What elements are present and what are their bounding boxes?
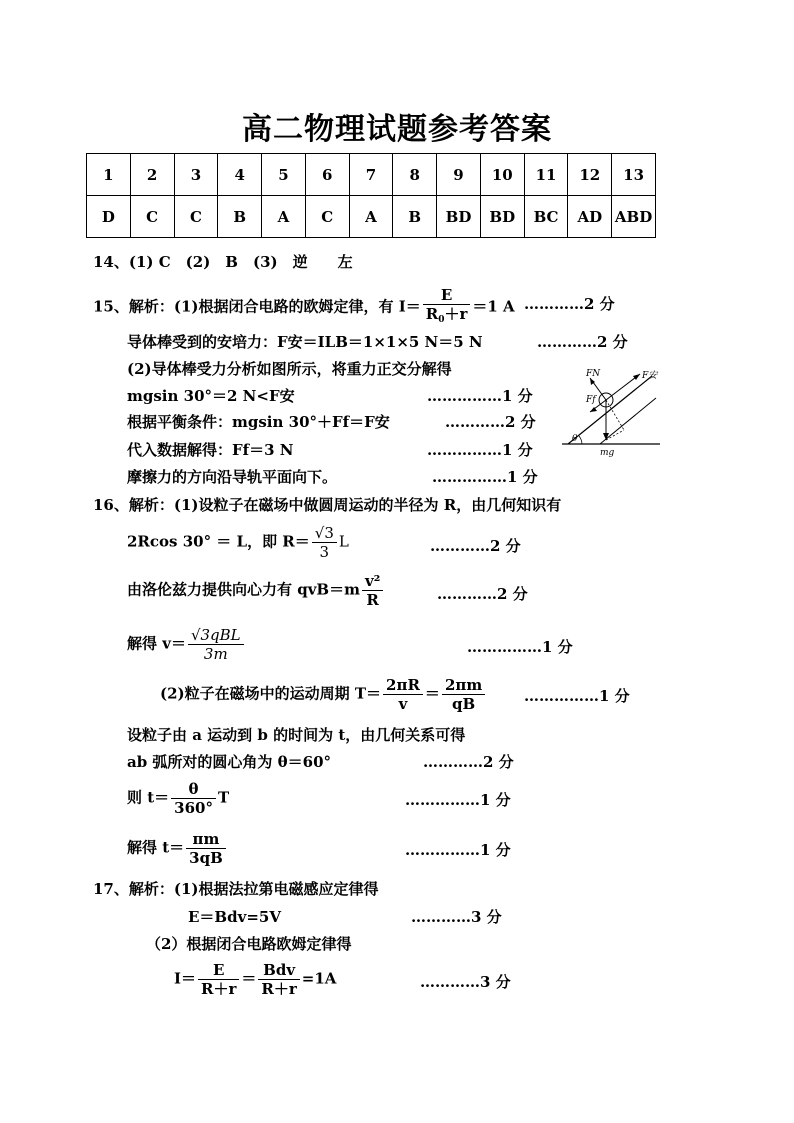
q17-line-1: 17、解析：(1)根据法拉第电磁感应定律得 (93, 880, 379, 898)
denominator: R＋r (261, 980, 297, 998)
score: …………2 分 (524, 295, 615, 313)
question-number-cell: 4 (218, 154, 262, 196)
q15-line-2: 导体棒受到的安培力：F安＝ILB＝1×1×5 N＝5 N (127, 333, 483, 351)
answer-cell: A (349, 196, 393, 238)
den-rest: ＋r (444, 305, 468, 323)
q16-l3-prefix: 由洛伦兹力提供向心力有 qvB＝m (127, 580, 360, 599)
answer-cell: BD (437, 196, 481, 238)
fraction (442, 676, 485, 713)
q16-line-2 (127, 524, 349, 561)
question-number-cell: 9 (437, 154, 481, 196)
answer-cell: B (218, 196, 262, 238)
score: …………2 分 (437, 585, 528, 603)
numerator: √3 (312, 524, 337, 543)
q16-line-4 (127, 626, 246, 663)
equals-sign: ＝ (424, 684, 440, 703)
denominator: 3qB (189, 849, 223, 867)
q16-l8-prefix: 则 t＝ (127, 788, 170, 807)
answer-cell: C (174, 196, 218, 238)
q16-line-8 (127, 780, 229, 817)
score: …………2 分 (445, 413, 536, 431)
mg-label: mg (600, 448, 615, 458)
question-number-cell: 6 (305, 154, 349, 196)
score: …………2 分 (430, 537, 521, 555)
angle-arc (579, 436, 582, 444)
q16-l4-prefix: 解得 v＝ (127, 634, 186, 653)
question-number-cell: 11 (524, 154, 568, 196)
score: …………3 分 (411, 908, 502, 926)
score: ……………1 分 (432, 468, 538, 486)
answer-cell: BC (524, 196, 568, 238)
q17-line-4 (174, 961, 336, 998)
question-number-cell: 12 (568, 154, 612, 196)
q16-line-7: ab 弧所对的圆心角为 θ＝60° (127, 753, 332, 771)
answer-cell: A (262, 196, 306, 238)
arrowhead (603, 433, 609, 440)
question-number-cell: 1 (87, 154, 131, 196)
q16-line-6: 设粒子由 a 运动到 b 的时间为 t，由几何关系可得 (127, 726, 466, 744)
question-number-cell: 8 (393, 154, 437, 196)
numerator: πm (186, 830, 226, 849)
q17-line-3: （2）根据闭合电路欧姆定律得 (146, 935, 352, 953)
question-number-cell: 2 (130, 154, 174, 196)
answer-cell: C (305, 196, 349, 238)
q15-l1-suffix: ＝1 A (472, 297, 515, 316)
answer-cell: D (87, 196, 131, 238)
denominator: 360° (174, 799, 213, 817)
question-number-cell: 10 (480, 154, 524, 196)
q17-l4-prefix: I＝ (174, 969, 197, 988)
fn-label: FN (586, 369, 601, 379)
question-number-cell: 5 (262, 154, 306, 196)
q15-line-5: 根据平衡条件：mgsin 30°＋Ff＝F安 (127, 413, 390, 431)
numerator: θ (171, 780, 216, 799)
answer-cell: BD (480, 196, 524, 238)
den-main: R (425, 305, 439, 323)
q16-l2-suffix: L (338, 532, 349, 551)
q16-l2-prefix: 2Rcos 30° ＝ L，即 R＝ (127, 532, 310, 551)
answer-table (86, 153, 656, 238)
q16-line-3 (127, 572, 385, 609)
q17-line-2: E＝Bdv=5V (188, 908, 281, 926)
score: ……………1 分 (405, 791, 511, 809)
denominator (423, 305, 471, 329)
incline-line-2 (600, 398, 656, 444)
q16-line-1: 16、解析：(1)设粒子在磁场中做圆周运动的半径为 R，由几何知识有 (93, 496, 562, 514)
score: ……………1 分 (524, 687, 630, 705)
q15-line-1 (93, 286, 515, 329)
q16-l5-prefix: (2)粒子在磁场中的运动周期 T＝ (160, 684, 382, 703)
page-title: 高二物理试题参考答案 (242, 112, 552, 147)
answer-table-answer-row (87, 196, 656, 238)
score: …………3 分 (420, 973, 511, 991)
q14-answer: 14、(1) C (2) B (3) 逆 左 (93, 253, 353, 271)
den-sub: 0 (438, 315, 445, 325)
fraction (198, 961, 239, 998)
answer-cell: ABD (612, 196, 656, 238)
denominator: 3m (203, 645, 228, 663)
fa-label: F安 (642, 371, 658, 381)
answer-table-number-row (87, 154, 656, 196)
numerator: 2πm (442, 676, 485, 695)
score: …………2 分 (423, 753, 514, 771)
denominator: R (366, 591, 379, 609)
q15-line-7: 摩擦力的方向沿导轨平面向下。 (127, 468, 338, 486)
answer-cell: B (393, 196, 437, 238)
numerator: v² (362, 572, 383, 591)
fraction (383, 676, 423, 713)
q15-line-3: (2)导体棒受力分析如图所示，将重力正交分解得 (127, 360, 452, 378)
component-line (606, 400, 624, 430)
q16-l8-suffix: T (217, 788, 230, 807)
question-number-cell: 7 (349, 154, 393, 196)
fraction (186, 830, 226, 867)
numerator: E (198, 961, 239, 980)
score: ……………1 分 (427, 387, 533, 405)
score: ……………1 分 (427, 441, 533, 459)
force-diagram (560, 360, 670, 460)
denominator: qB (452, 695, 476, 713)
question-number-cell: 13 (612, 154, 656, 196)
q15-line-6: 代入数据解得：Ff＝3 N (127, 441, 294, 459)
numerator: Bdv (258, 961, 299, 980)
q16-line-9 (127, 830, 228, 867)
fraction (312, 524, 337, 561)
incline-line (568, 376, 652, 444)
fraction (362, 572, 383, 609)
denominator: 3 (319, 543, 330, 561)
ff-label: Ff (586, 395, 596, 405)
answer-cell: AD (568, 196, 612, 238)
denominator: R＋r (201, 980, 237, 998)
score: ……………1 分 (467, 638, 573, 656)
numerator: √3qBL (188, 626, 244, 645)
fraction (188, 626, 244, 663)
score: …………2 分 (537, 333, 628, 351)
question-number-cell: 3 (174, 154, 218, 196)
q17-l4-suffix: =1A (301, 969, 337, 988)
fraction (258, 961, 299, 998)
numerator: E (423, 286, 471, 305)
q16-l9-prefix: 解得 t＝ (127, 838, 185, 857)
denominator: v (398, 695, 408, 713)
fraction (423, 286, 471, 329)
q15-l1-prefix: 15、解析：(1)根据闭合电路的欧姆定律，有 I＝ (93, 297, 421, 316)
numerator: 2πR (383, 676, 423, 695)
q15-line-4: mgsin 30°＝2 N<F安 (127, 387, 295, 405)
answer-cell: C (130, 196, 174, 238)
fraction (171, 780, 216, 817)
equals-sign: ＝ (241, 969, 257, 988)
score: ……………1 分 (405, 841, 511, 859)
theta-label: θ (572, 434, 578, 444)
q16-line-5 (160, 676, 487, 713)
